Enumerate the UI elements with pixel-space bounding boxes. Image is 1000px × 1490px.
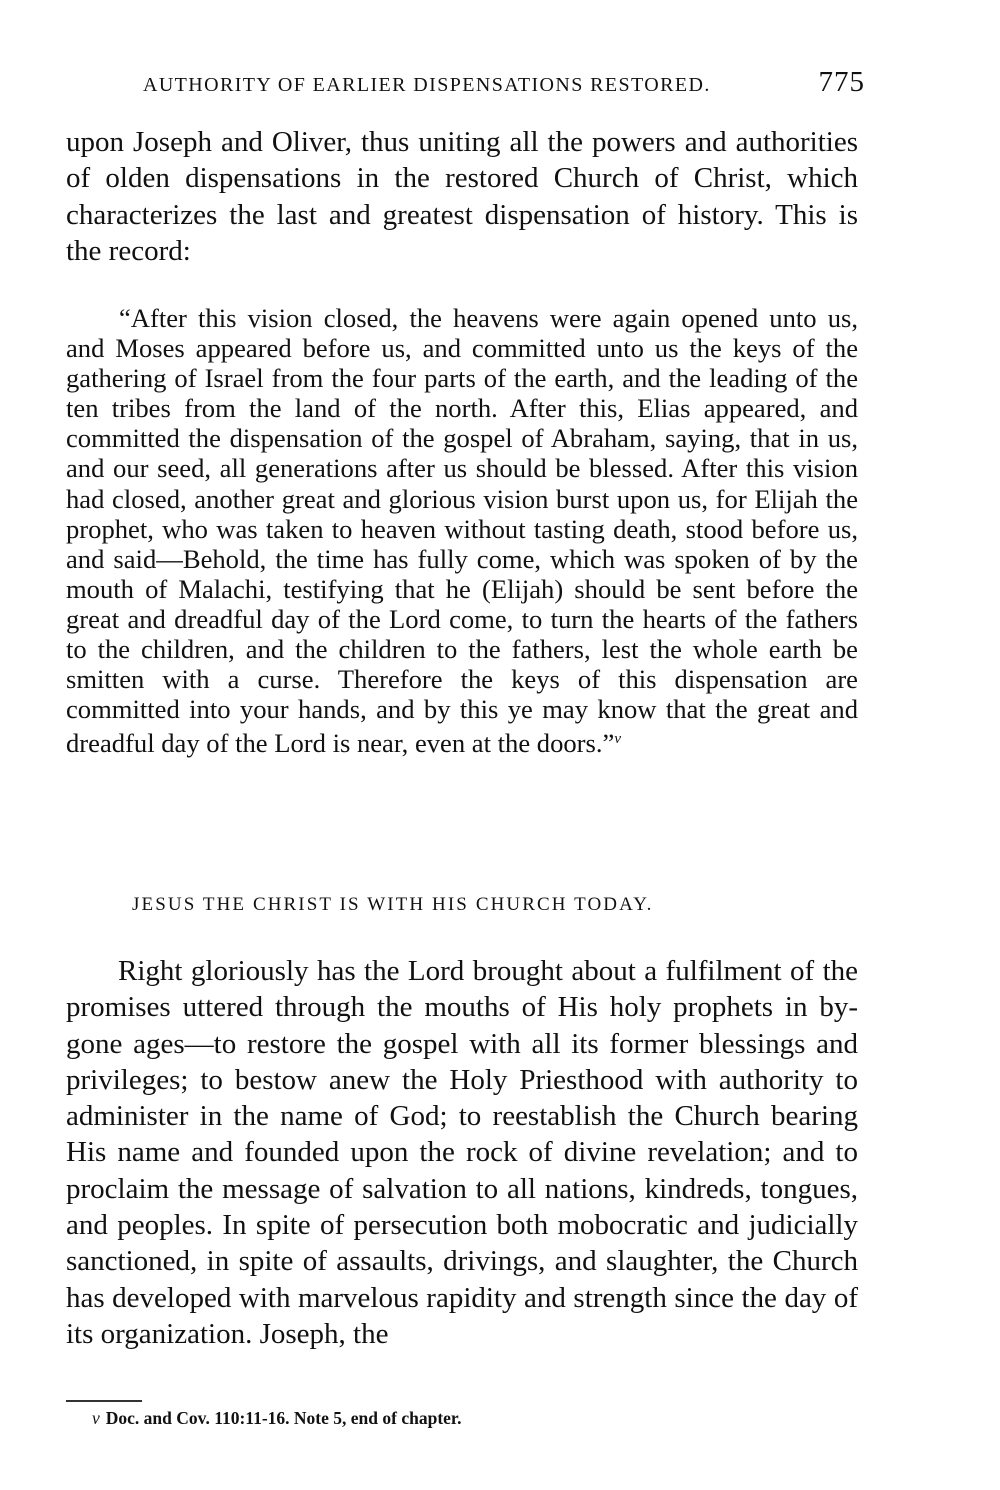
quotation-paragraph [66, 303, 858, 758]
quotation-text: “After this vision closed, the heavens were again opened unto us, and Moses appeared before us, and committed unto us the keys of the gathering of Israel from the four parts of the earth, and the leading of the ten tribes from the land of the north. After this, Elias appeared, and committed the dispensation of the gospel of Abraham, saying, that in us, and our seed, all generations after us should be blessed. After this vision had closed, another great and glorious vision burst upon us, for Elijah the prophet, who was taken to heaven without tasting death, stood before us, and said—Behold, the time has fully come, which was spoken of by the mouth of Malachi, testifying that he (Elijah) should be sent before the great and dreadful day of the Lord come, to turn the hearts of the fathers to the children, and the children to the fathers, lest the whole earth be smitten with a curse. Therefore the keys of this dispensation are committed into your hands, and by this ye may know that the great and dreadful day of the Lord is near, even at the doors.” [66, 303, 858, 759]
section-heading: JESUS THE CHRIST IS WITH HIS CHURCH TODAY. [132, 894, 654, 915]
running-title: AUTHORITY OF EARLIER DISPENSATIONS RESTORED. [143, 74, 711, 96]
footnote-divider [66, 1400, 142, 1402]
footnote-reference: Doc. and Cov. 110:11-16. Note 5, end of chapter. [105, 1408, 462, 1428]
intro-paragraph: upon Joseph and Oliver, thus uniting all the powers and authorities of olden dispensations in the restored Church of Christ, which characterizes the last and greatest dispensation of history. This is the record: [66, 126, 858, 267]
footnote-marker: v [92, 1408, 100, 1428]
body-paragraph: Right gloriously has the Lord brought about a fulfilment of the promises uttered through the mouths of His holy prophets in by-gone ages—to restore the gospel with all its former blessings and privileges; to bestow anew the Holy Priesthood with authority to administer in the name of God; to reestablish the Church bearing His name and founded upon the rock of divine revelation; and to proclaim the message of salvation to all nations, kindreds, tongues, and peoples. In spite of persecution both mobocratic and judicially sanctioned, in spite of assaults, drivings, and slaughter, the Church has developed with marvelous rapidity and strength since the day of its organization. Joseph, the [66, 955, 858, 1350]
page-number: 775 [818, 66, 865, 98]
running-head [143, 66, 865, 102]
quotation-block [66, 303, 858, 758]
footnote-reference-marker[interactable]: v [614, 731, 621, 748]
intro-paragraph-block [66, 124, 858, 269]
body-paragraph-block [66, 953, 858, 1352]
footnote [92, 1408, 461, 1429]
